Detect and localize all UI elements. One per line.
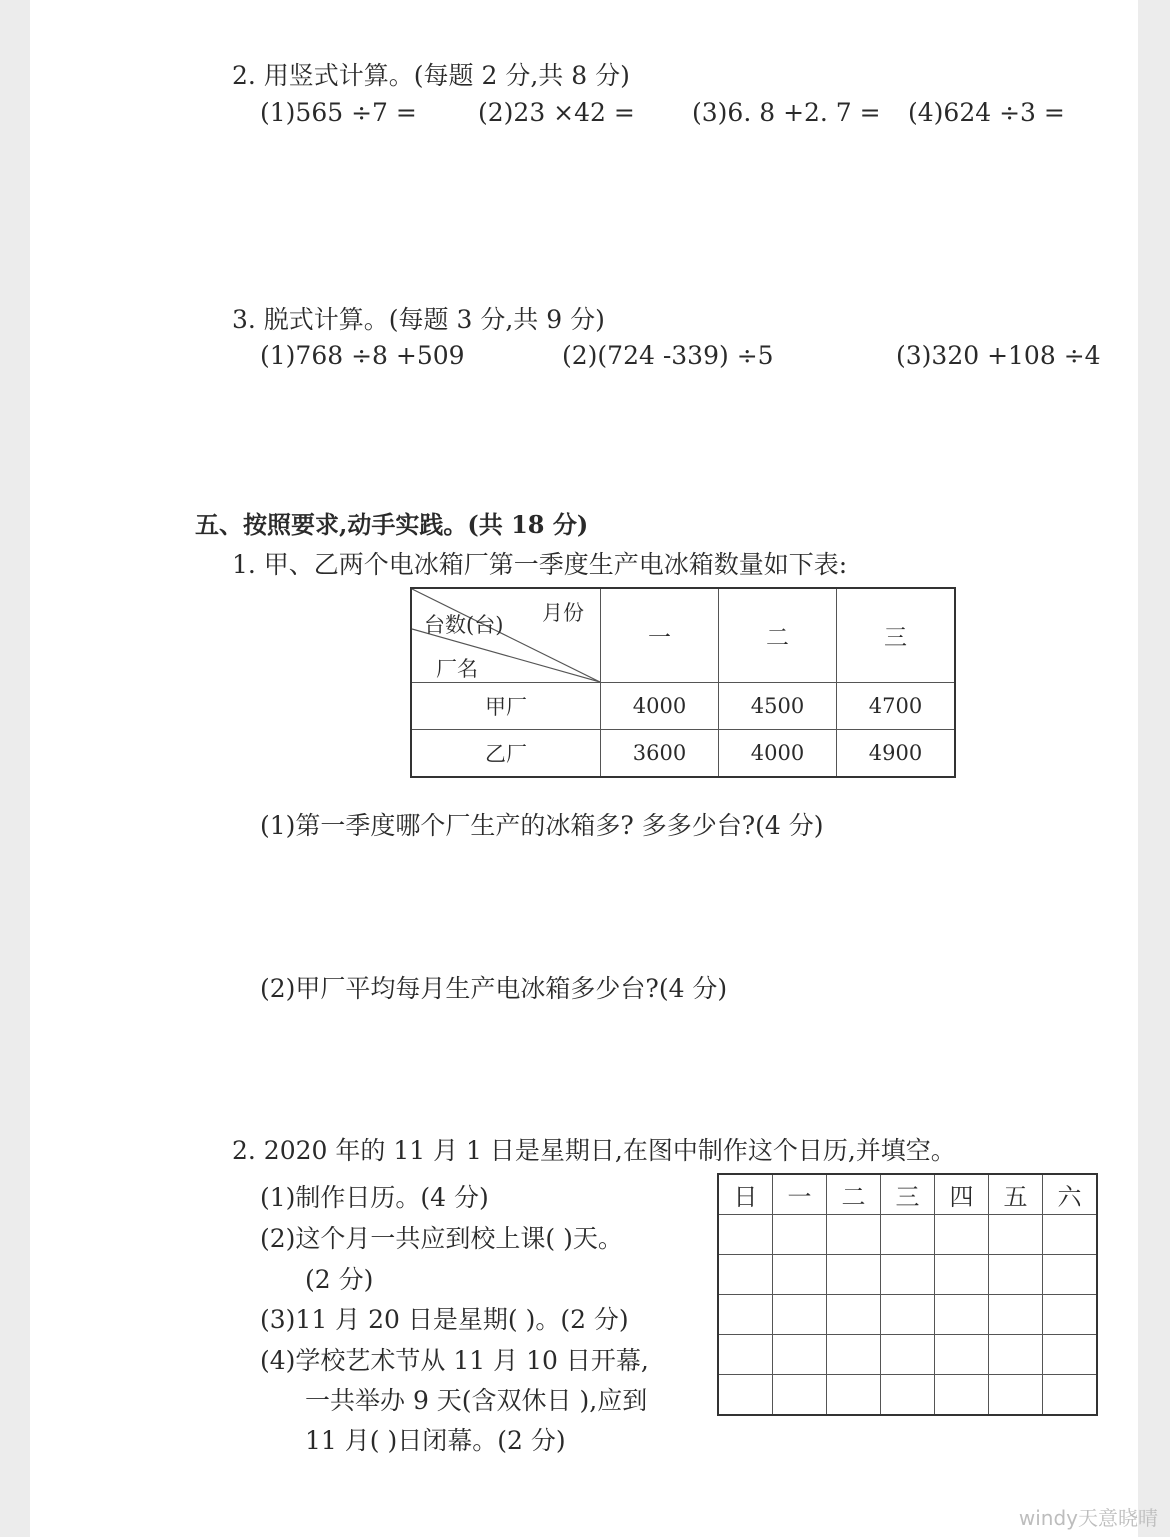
- section5-title: 五、按照要求,动手实践。(共 18 分): [195, 510, 589, 539]
- calendar-weekday: 五: [989, 1174, 1043, 1215]
- calendar-grid: [717, 1173, 1098, 1416]
- calendar-cell[interactable]: [718, 1295, 773, 1335]
- s5-q2-intro: 2. 2020 年的 11 月 1 日是星期日,在图中制作这个日历,并填空。: [232, 1136, 956, 1165]
- s5-q2-sub4a: (4)学校艺术节从 11 月 10 日开幕,: [260, 1346, 649, 1375]
- calendar-cell[interactable]: [989, 1295, 1043, 1335]
- calendar-cell[interactable]: [773, 1255, 827, 1295]
- calendar-week-row: [718, 1295, 1097, 1335]
- table-cell: 4700: [837, 683, 956, 730]
- calendar-cell[interactable]: [989, 1215, 1043, 1255]
- s5-q2-sub2b: (2 分): [305, 1265, 374, 1294]
- calendar-cell[interactable]: [1043, 1295, 1098, 1335]
- corner-factory-label: 厂名: [436, 657, 478, 681]
- factory-name: 乙厂: [411, 730, 601, 778]
- calendar-weekday: 二: [827, 1174, 881, 1215]
- calendar-cell[interactable]: [827, 1335, 881, 1375]
- calendar-weekday: 六: [1043, 1174, 1098, 1215]
- calendar-cell[interactable]: [935, 1215, 989, 1255]
- table-cell: 3600: [601, 730, 719, 778]
- calendar-cell[interactable]: [718, 1215, 773, 1255]
- calendar-week-row: [718, 1375, 1097, 1416]
- calendar-weekday: 三: [881, 1174, 935, 1215]
- calendar-cell[interactable]: [881, 1375, 935, 1416]
- s5-q2-sub1: (1)制作日历。(4 分): [260, 1183, 489, 1212]
- calendar-cell[interactable]: [718, 1255, 773, 1295]
- calendar-week-row: [718, 1335, 1097, 1375]
- calendar-cell[interactable]: [1043, 1335, 1098, 1375]
- calendar-cell[interactable]: [773, 1215, 827, 1255]
- table-cell: 4500: [719, 683, 837, 730]
- calendar-cell[interactable]: [989, 1375, 1043, 1416]
- q3-item-2: (2)(724 -339) ÷5: [562, 341, 774, 370]
- calendar-cell[interactable]: [935, 1295, 989, 1335]
- s5-q1-sub2: (2)甲厂平均每月生产电冰箱多少台?(4 分): [260, 974, 728, 1003]
- calendar-cell[interactable]: [881, 1335, 935, 1375]
- q2-item-3: (3)6. 8 +2. 7 =: [692, 98, 881, 127]
- calendar-cell[interactable]: [881, 1295, 935, 1335]
- q2-item-2: (2)23 ×42 =: [478, 98, 635, 127]
- table-cell: 4000: [719, 730, 837, 778]
- table-cell: 4000: [601, 683, 719, 730]
- calendar-cell[interactable]: [989, 1255, 1043, 1295]
- calendar-week-row: [718, 1215, 1097, 1255]
- q2-item-1: (1)565 ÷7 =: [260, 98, 417, 127]
- calendar-week-row: [718, 1255, 1097, 1295]
- s5-q1-intro: 1. 甲、乙两个电冰箱厂第一季度生产电冰箱数量如下表:: [232, 550, 848, 579]
- calendar-header-row: [718, 1174, 1097, 1215]
- calendar-cell[interactable]: [1043, 1375, 1098, 1416]
- calendar-weekday: 四: [935, 1174, 989, 1215]
- calendar-cell[interactable]: [989, 1335, 1043, 1375]
- calendar-cell[interactable]: [1043, 1255, 1098, 1295]
- calendar-cell[interactable]: [881, 1255, 935, 1295]
- factory-name: 甲厂: [411, 683, 601, 730]
- q2-title: 2. 用竖式计算。(每题 2 分,共 8 分): [232, 61, 630, 90]
- q2-item-4: (4)624 ÷3 =: [908, 98, 1065, 127]
- month-header: 二: [719, 588, 837, 683]
- calendar-cell[interactable]: [773, 1335, 827, 1375]
- calendar-weekday: 一: [773, 1174, 827, 1215]
- s5-q2-sub4c: 11 月( )日闭幕。(2 分): [305, 1426, 566, 1455]
- calendar-cell[interactable]: [881, 1215, 935, 1255]
- calendar-cell[interactable]: [827, 1295, 881, 1335]
- table-cell: 4900: [837, 730, 956, 778]
- calendar-cell[interactable]: [827, 1215, 881, 1255]
- table-corner-cell: [411, 588, 601, 683]
- table-row: [411, 730, 955, 778]
- q3-title: 3. 脱式计算。(每题 3 分,共 9 分): [232, 305, 605, 334]
- s5-q2-sub4b: 一共举办 9 天(含双休日 ),应到: [305, 1386, 648, 1415]
- corner-month-label: 月份: [542, 601, 584, 625]
- production-table: [410, 587, 956, 778]
- table-row: [411, 683, 955, 730]
- calendar-cell[interactable]: [718, 1335, 773, 1375]
- s5-q2-sub3: (3)11 月 20 日是星期( )。(2 分): [260, 1305, 629, 1334]
- calendar-cell[interactable]: [773, 1375, 827, 1416]
- calendar-cell[interactable]: [1043, 1215, 1098, 1255]
- calendar-weekday: 日: [718, 1174, 773, 1215]
- watermark: windy天意晓晴: [1018, 1506, 1158, 1530]
- calendar-cell[interactable]: [827, 1255, 881, 1295]
- month-header: 三: [837, 588, 956, 683]
- q3-item-1: (1)768 ÷8 +509: [260, 341, 465, 370]
- calendar-cell[interactable]: [827, 1375, 881, 1416]
- q3-item-3: (3)320 +108 ÷4: [896, 341, 1101, 370]
- calendar-cell[interactable]: [935, 1335, 989, 1375]
- calendar-cell[interactable]: [718, 1375, 773, 1416]
- calendar-cell[interactable]: [935, 1375, 989, 1416]
- calendar-cell[interactable]: [935, 1255, 989, 1295]
- corner-count-label: 台数(台): [424, 613, 504, 637]
- calendar-cell[interactable]: [773, 1295, 827, 1335]
- month-header: 一: [601, 588, 719, 683]
- s5-q2-sub2a: (2)这个月一共应到校上课( )天。: [260, 1224, 623, 1253]
- s5-q1-sub1: (1)第一季度哪个厂生产的冰箱多? 多多少台?(4 分): [260, 811, 824, 840]
